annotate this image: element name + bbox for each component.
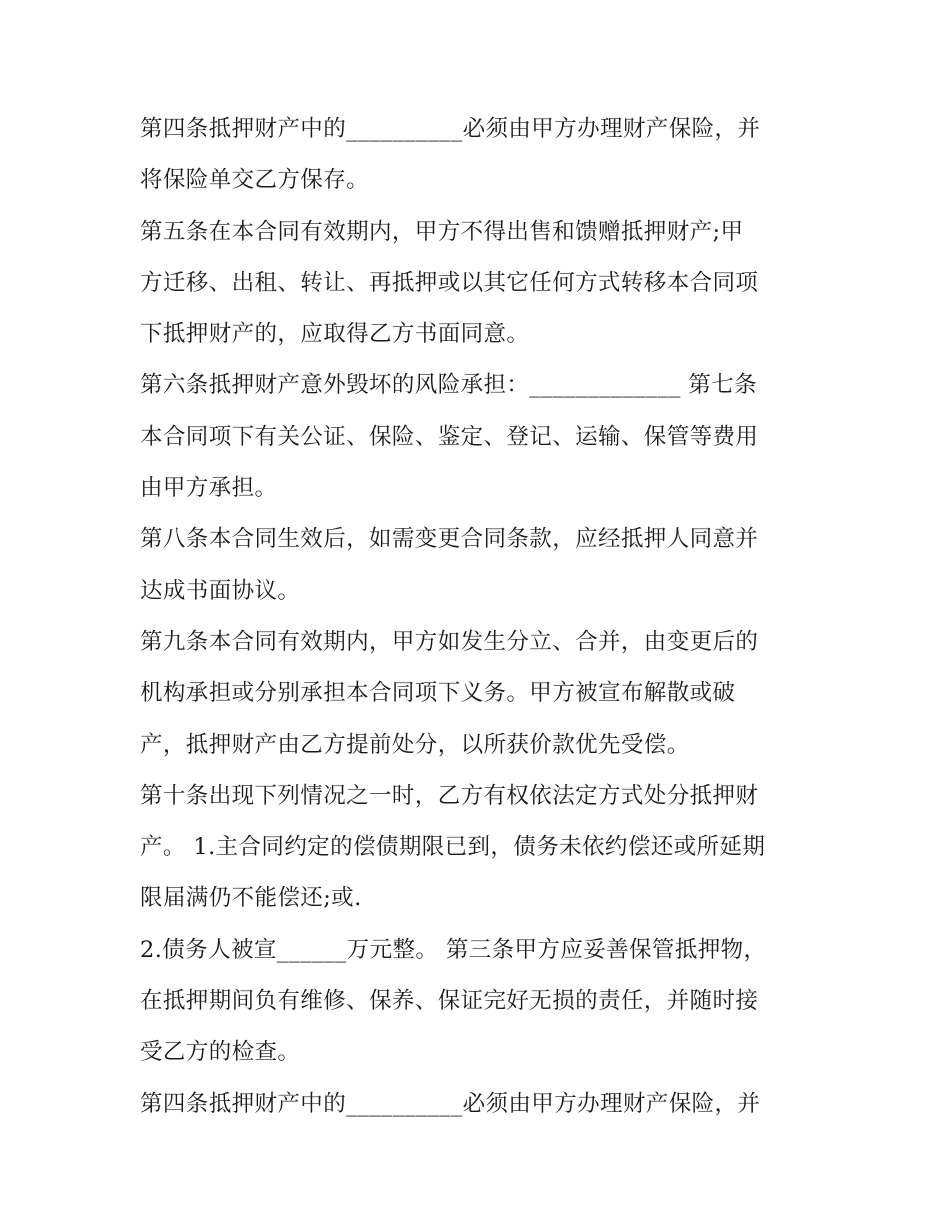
text-line: 受乙方的检查。 — [140, 1039, 301, 1066]
text-line: 下抵押财产的，应取得乙方书面同意。 — [140, 321, 530, 348]
text-line: 方迁移、出租、转让、再抵押或以其它任何方式转移本合同项 — [140, 269, 759, 296]
text-line: 第十条出现下列情况之一时，乙方有权依法定方式处分抵押财 — [140, 782, 759, 809]
text-line: 由甲方承担。 — [140, 475, 278, 502]
text-line: 机构承担或分别承担本合同项下义务。甲方被宣布解散或破 — [140, 680, 736, 707]
text-line: 第四条抵押财产中的__________必须由甲方办理财产保险，并 — [140, 1090, 761, 1117]
text-line: 第六条抵押财产意外毁坏的风险承担：_____________ 第七条 — [140, 372, 758, 399]
text-line: 第四条抵押财产中的__________必须由甲方办理财产保险，并 — [140, 116, 761, 142]
text-line: 限届满仍不能偿还;或. — [140, 885, 362, 912]
text-line: 第五条在本合同有效期内，甲方不得出售和馈赠抵押财产;甲 — [140, 218, 744, 245]
text-line: 达成书面协议。 — [140, 577, 301, 604]
text-line: 本合同项下有关公证、保险、鉴定、登记、运输、保管等费用 — [140, 423, 759, 450]
document-body — [140, 104, 820, 1130]
text-line: 第八条本合同生效后，如需变更合同条款，应经抵押人同意并 — [140, 526, 759, 553]
text-line: 产。 1.主合同约定的偿债期限已到，债务未依约偿还或所延期 — [140, 834, 766, 861]
text-line: 2.债务人被宣______万元整。 第三条甲方应妥善保管抵押物， — [140, 936, 767, 963]
text-line: 第九条本合同有效期内，甲方如发生分立、合并，由变更后的 — [140, 628, 759, 655]
text-line: 产，抵押财产由乙方提前处分，以所获价款优先受偿。 — [140, 731, 690, 758]
text-line: 将保险单交乙方保存。 — [140, 167, 370, 194]
text-line: 在抵押期间负有维修、保养、保证完好无损的责任，并随时接 — [140, 988, 759, 1015]
